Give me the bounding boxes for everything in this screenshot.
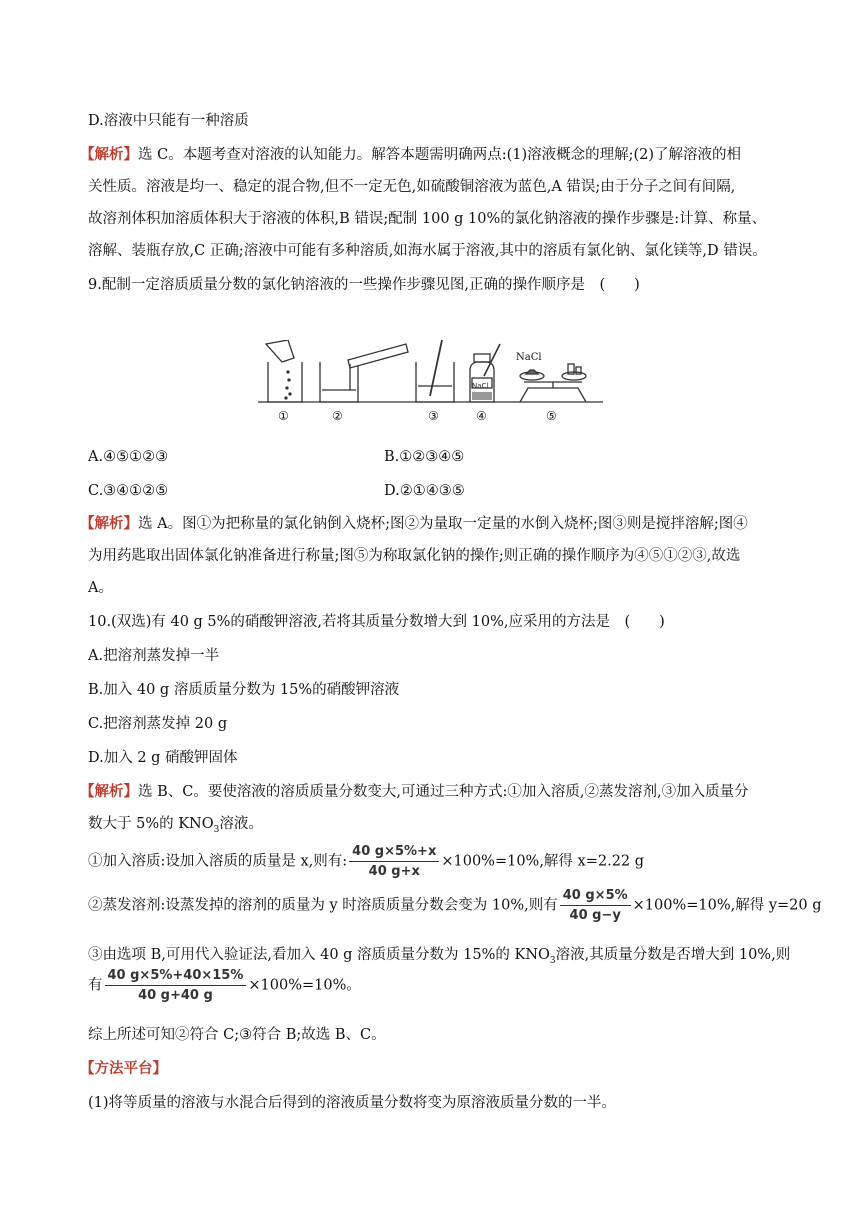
q10-formula-3: 有 $\frac{40 g\times 5\%+40\times 15\%}{40 g+40 g}$ ×100%=10%。	[88, 968, 361, 1003]
q9-procedure-figure	[258, 340, 608, 425]
q10-option-b: B.加入 40 g 溶质质量分数为 15%的硝酸钾溶液	[88, 682, 400, 698]
q9-analysis-line-2: 为用药匙取出固体氯化钠准备进行称量;图⑤为称取氯化钠的操作;则正确的操作顺序为④⑤①②③,故选	[88, 548, 741, 564]
q10-formula-1: ①加入溶质:设加入溶质的质量是 x,则有: $\frac{40 g\times 5\%+x}{40 g+x}$ ×100%=10%,解得 x=2.22 g	[88, 844, 645, 879]
q9-stem: 9.配制一定溶质质量分数的氯化钠溶液的一些操作步骤见图,正确的操作顺序是 ( )	[88, 277, 640, 293]
q9-option-c: C.③④①②⑤	[88, 483, 169, 499]
q8-option-d: D.溶液中只能有一种溶质	[88, 113, 249, 129]
q10-option-d: D.加入 2 g 硝酸钾固体	[88, 750, 238, 766]
figure-label-1: ①	[278, 409, 289, 423]
method-platform-heading: 【方法平台】	[80, 1060, 167, 1077]
q10-option-c: C.把溶剂蒸发掉 20 g	[88, 716, 228, 732]
scale-label: NaCl	[516, 352, 542, 363]
q8-analysis-line-1: 【解析】选 C。本题考查对溶液的认知能力。解答本题需明确两点:(1)溶液概念的理解;(2)了解溶液的相	[80, 146, 742, 163]
bottle-label: NaCl	[472, 382, 489, 390]
q9-option-d: D.②①④③⑤	[384, 483, 465, 499]
fraction-2: $\frac{40 g\times 5\%}{40 g-y}$	[560, 888, 631, 923]
q10-summary: 综上所述可知②符合 C;③符合 B;故选 B、C。	[88, 1027, 386, 1043]
analysis-tag: 【解析】	[80, 146, 138, 163]
figure-label-2: ②	[332, 409, 343, 423]
step-4-spoon-and-bottle	[470, 344, 500, 402]
step-2-pouring-water	[320, 344, 408, 402]
q10-formula-3-line-1: ③由选项 B,可用代入验证法,看加入 40 g 溶质质量分数为 15%的 $KNO_3$溶液,其质量分数是否增大到 10%,则	[88, 947, 791, 966]
q10-analysis-line-1: 【解析】选 B、C。要使溶液的溶质质量分数变大,可通过三种方式:①加入溶质,②蒸发溶剂,③加入质量分	[80, 783, 749, 800]
figure-label-4: ④	[476, 409, 487, 423]
step-1-pouring-solid	[266, 340, 302, 402]
q10-formula-2: ②蒸发溶剂:设蒸发掉的溶剂的质量为 y 时溶质质量分数会变为 10%,则有 $\frac{40 g\times 5\%}{40 g-y}$ ×100%=10%,解得 y=20 g	[88, 888, 822, 923]
q8-analysis-line-2: 关性质。溶液是均一、稳定的混合物,但不一定无色,如硫酸铜溶液为蓝色,A 错误;由于分子之间有间隔,	[88, 179, 736, 195]
q8-analysis-line-4: 溶解、装瓶存放,C 正确;溶液中可能有多种溶质,如海水属于溶液,其中的溶质有氯化钠、氯化镁等,D 错误。	[88, 243, 767, 259]
q9-option-b: B.①②③④⑤	[384, 449, 465, 465]
analysis-tag: 【解析】	[80, 783, 138, 800]
figure-label-3: ③	[428, 409, 439, 423]
q10-option-a: A.把溶剂蒸发掉一半	[88, 648, 220, 664]
q10-stem: 10.(双选)有 40 g 5%的硝酸钾溶液,若将其质量分数增大到 10%,应采用的方法是 ( )	[88, 614, 665, 630]
fraction-3: $\frac{40 g\times 5\%+40\times 15\%}{40 g+40 g}$	[105, 968, 247, 1003]
fraction-1: $\frac{40 g\times 5\%+x}{40 g+x}$	[349, 844, 439, 879]
q9-analysis-line-3: A。	[88, 580, 113, 596]
step-5-balance-scale	[520, 364, 586, 402]
q10-analysis-line-2: 数大于 5%的 $KNO_3$溶液。	[88, 816, 263, 835]
figure-label-5: ⑤	[546, 409, 557, 423]
q9-analysis-line-1: 【解析】选 A。图①为把称量的氯化钠倒入烧杯;图②为量取一定量的水倒入烧杯;图③则是搅拌溶解;图④	[80, 515, 748, 532]
step-3-stirring	[416, 340, 454, 402]
method-line-1: (1)将等质量的溶液与水混合后得到的溶液质量分数将变为原溶液质量分数的一半。	[88, 1095, 617, 1111]
q8-analysis-line-3: 故溶剂体积加溶质体积大于溶液的体积,B 错误;配制 100 g 10%的氯化钠溶液的操作步骤是:计算、称量、	[88, 211, 767, 227]
analysis-tag: 【解析】	[80, 515, 138, 532]
q9-option-a: A.④⑤①②③	[88, 449, 169, 465]
